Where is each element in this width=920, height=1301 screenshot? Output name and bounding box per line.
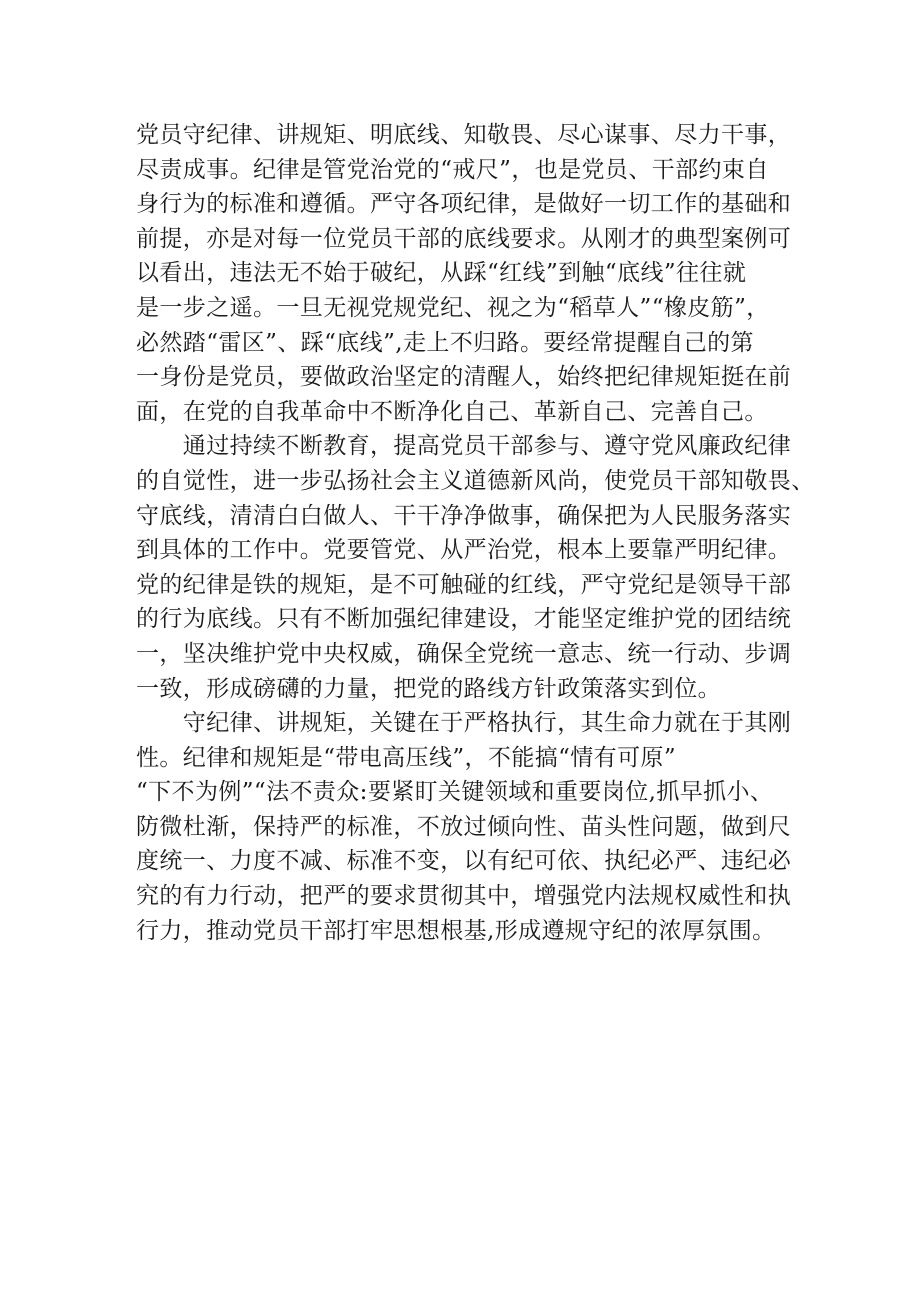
text-line: 尽责成事。纪律是管党治党的“戒尺”，也是党员、干部约束自 <box>136 156 769 183</box>
text-line: 究的有力行动，把严的要求贯彻其中，增强党内法规权威性和执 <box>136 883 792 910</box>
text-line: 党的纪律是铁的规矩，是不可触碰的红线，严守党纪是领导干部 <box>136 571 792 598</box>
text-line: 到具体的工作中。党要管党、从严治党，根本上要靠严明纪律。 <box>136 537 792 564</box>
text-line: 度统一、力度不减、标准不变，以有纪可依、执纪必严、违纪必 <box>136 848 792 875</box>
text-line: 的行为底线。只有不断加强纪律建设，才能坚定维护党的团结统 <box>136 606 792 633</box>
body-text <box>136 118 815 948</box>
text-line: 是一步之遥。一旦无视党规党纪、视之为“稻草人”“橡皮筋”， <box>136 294 770 321</box>
text-line: 一身份是党员，要做政治坚定的清醒人，始终把纪律规矩挺在前 <box>136 364 792 391</box>
text-line: 党员守纪律、讲规矩、明底线、知敬畏、尽心谋事、尽力干事， <box>136 122 792 148</box>
text-line: 一致，形成磅礴的力量，把党的路线方针政策落实到位。 <box>136 675 721 702</box>
text-line: 的自觉性，进一步弘扬社会主义道德新风尚，使党员干部知敬畏、 <box>136 467 815 494</box>
text-line: 身行为的标准和遵循。严守各项纪律，是做好一切工作的基础和 <box>136 191 792 218</box>
text-line: 防微杜渐，保持严的标准，不放过倾向性、苗头性问题，做到尺 <box>136 813 792 840</box>
paragraph-start-line: 守纪律、讲规矩，关键在于严格执行，其生命力就在于其刚 <box>136 710 792 737</box>
text-line: 行力，推动党员干部打牢思想根基,形成遵规守纪的浓厚氛围。 <box>136 917 776 944</box>
text-line: 守底线，清清白白做人、干干净净做事，确保把为人民服务落实 <box>136 502 792 529</box>
paragraph-start-line: 通过持续不断教育，提高党员干部参与、遵守党风廉政纪律 <box>136 433 792 460</box>
text-line: 前提，亦是对每一位党员干部的底线要求。从刚才的典型案例可 <box>136 225 792 252</box>
text-line: “下不为例”“法不责众:要紧盯关键领域和重要岗位,抓早抓小、 <box>136 779 774 806</box>
text-line: 必然踏“雷区”、踩“底线”,走上不归路。要经常提醒自己的第 <box>136 329 754 356</box>
text-line: 面，在党的自我革命中不断净化自己、革新自己、完善自己。 <box>136 398 768 425</box>
text-line: 一，坚决维护党中央权威，确保全党统一意志、统一行动、步调 <box>136 640 792 667</box>
text-line: 以看出，违法无不始于破纪，从踩“红线”到触“底线”往往就 <box>136 260 747 287</box>
text-line: 性。纪律和规矩是“带电高压线”，不能搞“情有可原” <box>136 744 677 771</box>
